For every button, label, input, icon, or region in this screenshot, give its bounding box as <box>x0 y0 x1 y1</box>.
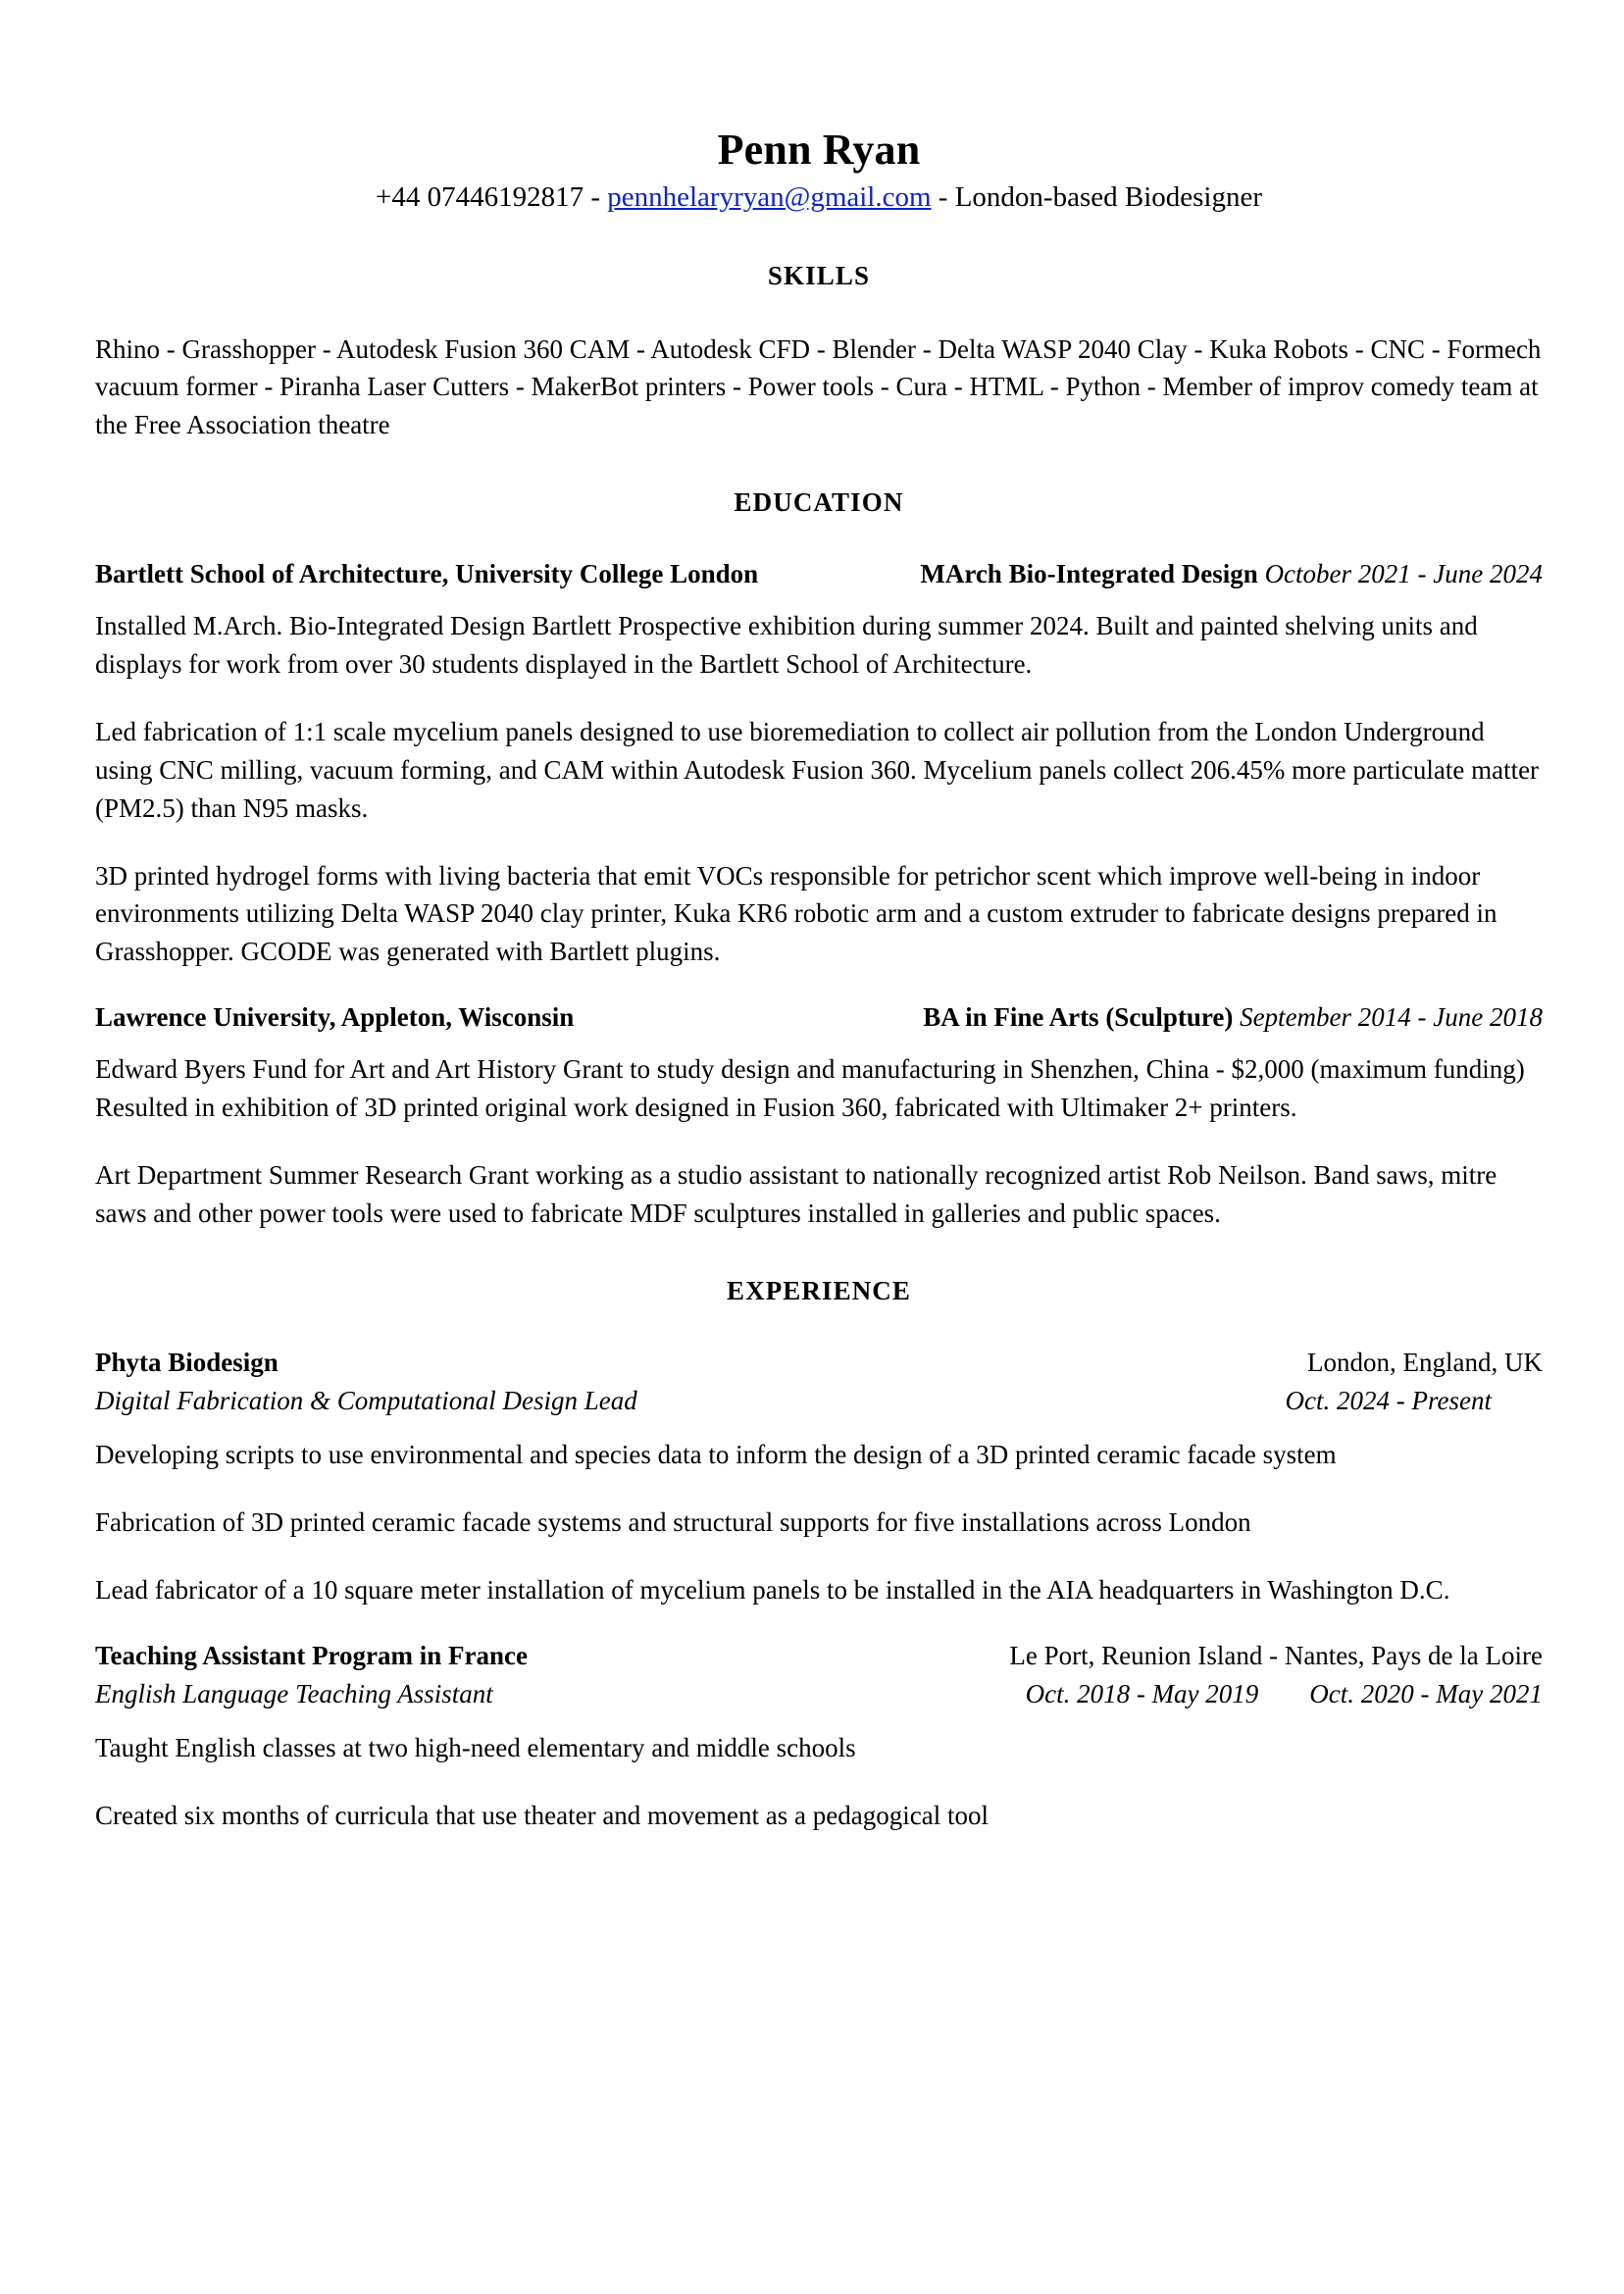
experience-bullet: Developing scripts to use environmental and species data to inform the design of a 3D printed ceramic facade system <box>95 1440 1337 1470</box>
experience-dates-primary: Oct. 2024 - Present <box>1285 1385 1492 1415</box>
education-school-name: Bartlett School of Architecture, University College London <box>95 559 759 589</box>
experience-dates-secondary: Oct. 2020 - May 2021 <box>1309 1678 1543 1708</box>
experience-bullet: Taught English classes at two high-need elementary and middle schools <box>95 1732 856 1762</box>
experience-entry-subheader <box>95 1677 1543 1711</box>
contact-line <box>95 179 1543 215</box>
experience-entry-header <box>95 1346 1543 1380</box>
experience-entry-header <box>95 1639 1543 1673</box>
education-school-name: Lawrence University, Appleton, Wisconsin <box>95 1002 575 1033</box>
education-degree: MArch Bio-Integrated Design <box>920 559 1258 589</box>
page-title: Penn Ryan <box>717 126 921 174</box>
spacer <box>95 1039 1543 1050</box>
experience-role: English Language Teaching Assistant <box>95 1678 493 1708</box>
education-dates: September 2014 - June 2018 <box>1240 1002 1543 1033</box>
experience-dates-group <box>1026 1677 1543 1711</box>
resume-document <box>95 126 1543 1835</box>
experience-bullet: Fabrication of 3D printed ceramic facade systems and structural supports for five installations across London <box>95 1506 1251 1537</box>
education-paragraph: Edward Byers Fund for Art and Art History Grant to study design and manufacturing in Shenzhen, China - $2,000 (maximum funding) Resulted in exhibition of 3D printed original work designed in Fusion 360, fabricated with Ultimaker 2+ printers. <box>95 1054 1525 1123</box>
experience-dates-primary: Oct. 2018 - May 2019 <box>1025 1678 1259 1708</box>
spacer <box>95 1717 1543 1729</box>
experience-entry <box>95 1346 1543 1418</box>
experience-bullet: Lead fabricator of a 10 square meter installation of mycelium panels to be installed in the AIA headquarters in Washington D.C. <box>95 1574 1450 1605</box>
education-dates: October 2021 - June 2024 <box>1264 559 1543 589</box>
experience-organization: Phyta Biodesign <box>95 1347 279 1377</box>
skills-text: Rhino - Grasshopper - Autodesk Fusion 360 CAM - Autodesk CFD - Blender - Delta WASP 2040 Clay - Kuka Robots - CNC - Formech vacuum former - Piranha Laser Cutters - MakerBot printers - Power tools - Cura - HTML - Python - Member of improv comedy team at the Free Association theatre <box>95 333 1542 440</box>
education-entry-header <box>95 557 1543 591</box>
section-heading-skills: SKILLS <box>767 260 871 290</box>
education-entry-header <box>95 1000 1543 1035</box>
contact-separator-1: - <box>584 181 608 214</box>
experience-bullet: Created six months of curricula that use theater and movement as a pedagogical tool <box>95 1800 989 1830</box>
section-heading-education: EDUCATION <box>734 487 904 518</box>
education-entry <box>95 557 1543 591</box>
experience-role: Digital Fabrication & Computational Design Lead <box>95 1385 637 1415</box>
experience-dates-group <box>1286 1384 1543 1418</box>
section-heading-experience: EXPERIENCE <box>726 1275 912 1305</box>
education-paragraph: Art Department Summer Research Grant working as a studio assistant to nationally recognized artist Rob Neilson. Band saws, mitre saws and other power tools were used to fabricate MDF sculptures installed in galleries and public spaces. <box>95 1160 1497 1228</box>
education-paragraph: 3D printed hydrogel forms with living bacteria that emit VOCs responsible for petrichor scent which improve well-being in indoor environments utilizing Delta WASP 2040 clay printer, Kuka KR6 robotic arm and a custom extruder to fabricate designs prepared in Grasshopper. GCODE was generated with Bartlett plugins. <box>95 860 1497 967</box>
education-paragraph: Installed M.Arch. Bio-Integrated Design Bartlett Prospective exhibition during summer 2024. Built and painted shelving units and displays for work from over 30 students displayed in the Bartlett School of Architecture. <box>95 611 1478 680</box>
experience-location: London, England, UK <box>1307 1347 1543 1377</box>
experience-entry <box>95 1639 1543 1711</box>
tagline: London-based Biodesigner <box>954 181 1263 214</box>
education-degree-and-dates <box>923 1000 1543 1035</box>
experience-location: Le Port, Reunion Island - Nantes, Pays de la Loire <box>1009 1640 1543 1670</box>
experience-entry-subheader <box>95 1384 1543 1418</box>
education-degree-and-dates <box>920 557 1543 591</box>
email-link[interactable]: pennhelaryryan@gmail.com <box>607 181 932 214</box>
education-entry <box>95 1000 1543 1035</box>
education-paragraph: Led fabrication of 1:1 scale mycelium panels designed to use bioremediation to collect air pollution from the London Underground using CNC milling, vacuum forming, and CAM within Autodesk Fusion 360. Mycelium panels collect 206.45% more particulate matter (PM2.5) than N95 masks. <box>95 716 1540 823</box>
experience-organization: Teaching Assistant Program in France <box>95 1640 529 1670</box>
spacer <box>95 595 1543 607</box>
contact-separator-2: - <box>931 181 955 214</box>
education-degree: BA in Fine Arts (Sculpture) <box>923 1002 1234 1033</box>
phone-number: +44 07446192817 <box>375 181 584 214</box>
spacer <box>95 1424 1543 1436</box>
